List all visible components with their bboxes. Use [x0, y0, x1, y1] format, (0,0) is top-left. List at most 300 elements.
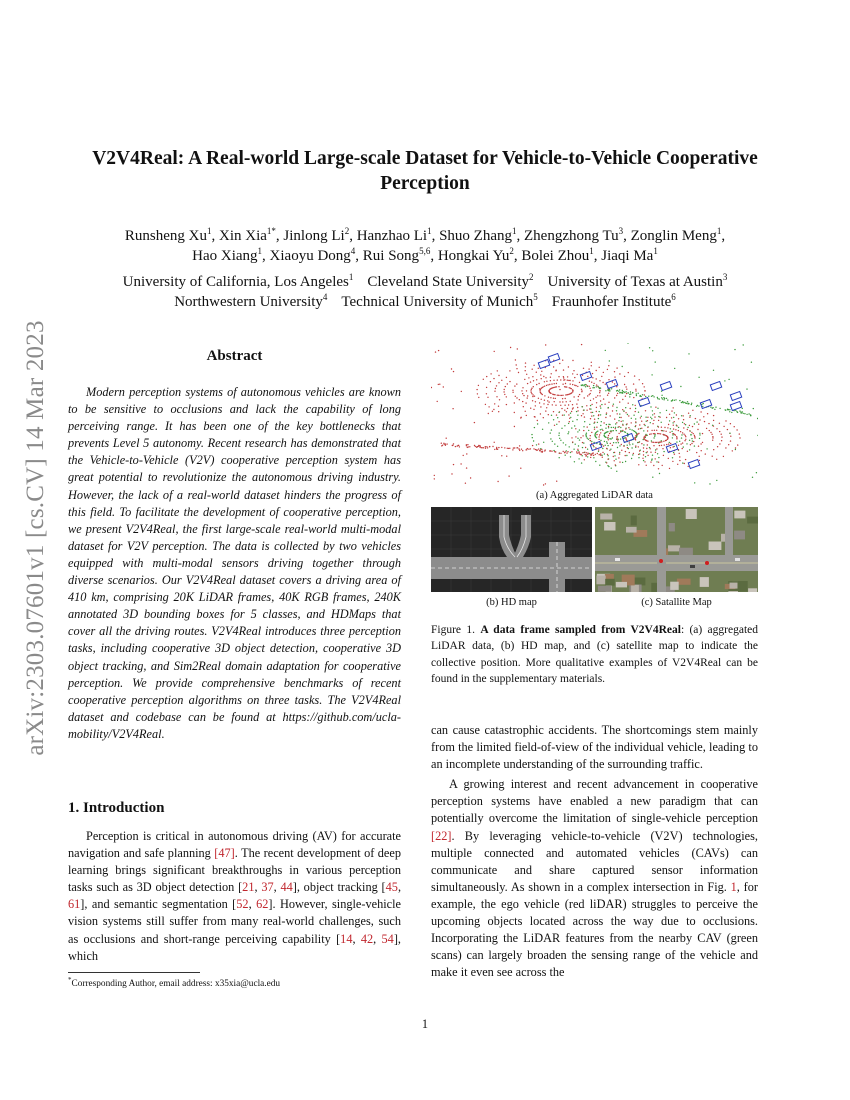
paragraph-text: A growing interest and recent advancement in cooperative perception systems have enabled a new paradigm that can potentially overcome the limitation of single-vehicle perception	[431, 777, 758, 826]
lidar-point	[721, 436, 722, 437]
lidar-point	[719, 408, 720, 409]
lidar-point	[670, 443, 671, 444]
lidar-point	[453, 443, 454, 444]
lidar-point	[600, 407, 601, 408]
lidar-point	[615, 442, 616, 443]
citation-link[interactable]: [47]	[214, 846, 235, 861]
lidar-point	[659, 417, 660, 418]
lidar-point	[689, 449, 690, 450]
lidar-point	[719, 423, 720, 424]
lidar-point	[658, 420, 659, 421]
lidar-point	[507, 383, 508, 384]
lidar-point	[590, 435, 591, 436]
lidar-point	[613, 430, 614, 431]
lidar-point	[588, 368, 589, 369]
lidar-point	[541, 449, 542, 450]
lidar-point	[661, 422, 662, 423]
lidar-point	[533, 440, 534, 441]
lidar-point	[565, 394, 566, 395]
lidar-point	[596, 407, 597, 408]
lidar-point	[533, 365, 534, 366]
title-line-1: V2V4Real: A Real-world Large-scale Dataset for Vehicle-to-Vehicle Cooperative	[92, 148, 758, 169]
lidar-point	[498, 382, 499, 383]
lidar-point	[573, 396, 574, 397]
lidar-point	[577, 438, 578, 439]
lidar-point	[643, 444, 644, 445]
lidar-point	[548, 397, 549, 398]
lidar-point	[671, 431, 672, 432]
lidar-point	[483, 379, 484, 380]
lidar-point	[719, 431, 720, 432]
lidar-point	[553, 411, 554, 412]
lidar-point	[558, 386, 559, 387]
author-name: Bolei Zhou	[521, 248, 590, 264]
lidar-point	[548, 422, 549, 423]
citation-link[interactable]: 1	[730, 879, 737, 894]
lidar-point	[508, 475, 509, 476]
lidar-point	[591, 404, 592, 405]
house-roof	[748, 588, 757, 592]
lidar-point	[621, 450, 622, 451]
lidar-point	[576, 451, 577, 452]
lidar-point	[677, 464, 678, 465]
lidar-point	[679, 441, 680, 442]
lidar-point	[555, 370, 556, 371]
lidar-point	[666, 444, 667, 445]
lidar-point	[593, 383, 594, 384]
lidar-point	[716, 480, 717, 481]
lidar-point	[724, 380, 725, 381]
citation-link[interactable]: 54	[381, 931, 394, 946]
lidar-point	[463, 455, 464, 456]
lidar-point	[612, 445, 613, 446]
lidar-point	[554, 451, 555, 452]
lidar-point	[573, 449, 574, 450]
lidar-point	[674, 412, 675, 413]
lidar-point	[603, 445, 604, 446]
lidar-point	[683, 415, 684, 416]
lidar-point	[522, 401, 523, 402]
lidar-point	[753, 408, 754, 409]
lidar-point	[694, 482, 695, 483]
lidar-point	[544, 395, 545, 396]
lidar-point	[559, 457, 560, 458]
lidar-point	[585, 455, 586, 456]
citation-link[interactable]: 44	[280, 880, 293, 895]
lidar-point	[559, 401, 560, 402]
lidar-point	[598, 451, 599, 452]
lidar-point	[525, 411, 526, 412]
lidar-point	[562, 360, 563, 361]
lidar-point	[468, 446, 469, 447]
lidar-point	[694, 445, 695, 446]
lidar-point	[596, 427, 597, 428]
lidar-point	[699, 433, 700, 434]
lidar-point	[658, 416, 659, 417]
lidar-point	[608, 393, 609, 394]
citation-link[interactable]: 21	[242, 880, 255, 895]
lidar-point	[657, 408, 658, 409]
lidar-point	[583, 430, 584, 431]
lidar-point	[675, 399, 676, 400]
lidar-point	[572, 380, 573, 381]
lidar-point	[567, 433, 568, 434]
lidar-point	[688, 413, 689, 414]
lidar-point	[610, 431, 611, 432]
lidar-point	[569, 380, 570, 381]
lidar-point	[608, 435, 609, 436]
affiliation-name: University of Texas at Austin	[547, 274, 723, 290]
lidar-point	[661, 395, 662, 396]
lidar-point	[657, 397, 658, 398]
lidar-point	[560, 379, 561, 380]
lidar-point	[646, 448, 647, 449]
lidar-point	[641, 428, 642, 429]
lidar-point	[587, 456, 588, 457]
lidar-point	[527, 383, 528, 384]
lidar-point	[703, 416, 704, 417]
lidar-point	[685, 435, 686, 436]
lidar-point	[734, 426, 735, 427]
lidar-point	[582, 413, 583, 414]
author-affil-mark: 1	[427, 226, 432, 236]
citation-link[interactable]: 42	[360, 931, 374, 946]
lidar-point	[559, 363, 560, 364]
lidar-point	[619, 461, 620, 462]
lidar-point	[562, 398, 563, 399]
lidar-point	[699, 438, 700, 439]
lidar-point	[697, 429, 698, 430]
lidar-point	[699, 419, 700, 420]
lidar-point	[668, 424, 669, 425]
lidar-point	[496, 385, 497, 386]
lidar-point	[694, 437, 695, 438]
lidar-point	[643, 447, 644, 448]
house-roof	[747, 517, 758, 524]
lidar-point	[568, 366, 569, 367]
lidar-point	[638, 412, 639, 413]
lidar-point	[607, 437, 608, 438]
lidar-point	[653, 465, 654, 466]
lidar-point	[626, 389, 627, 390]
citation-link[interactable]: 14	[340, 931, 353, 946]
lidar-point	[601, 429, 602, 430]
lidar-point	[750, 415, 751, 416]
lidar-point	[687, 451, 688, 452]
house-roof	[734, 511, 745, 519]
lidar-point	[620, 427, 621, 428]
lidar-point	[558, 435, 559, 436]
lidar-point	[586, 433, 587, 434]
lidar-point	[594, 387, 595, 388]
citation-link[interactable]: 62	[256, 897, 269, 912]
author-list: Runsheng Xu$^1$, Xin Xia$^{1*}$, Jinlong Li$^2$, Hanzhao Li$^1$, Shuo Zhang$^1$, Zhengzhong Tu$^3$, Zonglin Meng$^1$, Hao Xiang$^1$, Xiaoyu Dong$^4$, Rui Song$^{5,6}$, Hongkai Yu$^2$, Bolei Zhou$^1$, Jiaqi Ma$^1$	[124, 226, 726, 264]
lidar-point	[587, 449, 588, 450]
lidar-point	[674, 421, 675, 422]
lidar-figure	[431, 343, 758, 486]
lidar-point	[590, 412, 591, 413]
lidar-point	[590, 405, 591, 406]
lidar-point	[584, 454, 585, 455]
lidar-point	[474, 445, 475, 446]
lidar-point	[531, 389, 532, 390]
lidar-point	[625, 432, 626, 433]
lidar-point	[729, 411, 730, 412]
lidar-point	[662, 465, 663, 466]
lidar-point	[564, 414, 565, 415]
affiliation-name: University of California, Los Angeles	[122, 274, 349, 290]
lidar-point	[609, 450, 610, 451]
figure-caption-bold: A data frame sampled from V2V4Real	[480, 624, 681, 636]
lidar-point	[659, 445, 660, 446]
lidar-point	[611, 388, 612, 389]
lidar-point	[640, 417, 641, 418]
lidar-point	[581, 415, 582, 416]
lidar-point	[604, 441, 605, 442]
lidar-point	[519, 399, 520, 400]
lidar-point	[567, 451, 568, 452]
citation-link[interactable]: [22]	[431, 828, 452, 843]
citation-link[interactable]: 52	[236, 897, 249, 912]
lidar-point	[576, 411, 577, 412]
lidar-point	[592, 373, 593, 374]
affiliation-name: Cleveland State University	[367, 274, 530, 290]
author-affil-mark: 1*	[266, 226, 276, 236]
lidar-point	[552, 394, 553, 395]
lidar-point	[517, 348, 518, 349]
lidar-point	[601, 421, 602, 422]
lidar-point	[585, 447, 586, 448]
lidar-point	[543, 403, 544, 404]
lidar-point	[599, 454, 600, 455]
lidar-point	[586, 405, 587, 406]
house-roof	[700, 577, 709, 587]
lidar-point	[506, 396, 507, 397]
lidar-point	[536, 372, 537, 373]
lidar-point	[666, 398, 667, 399]
lidar-point	[608, 439, 609, 440]
paragraph-text: ,	[254, 880, 262, 895]
lidar-point	[453, 464, 454, 465]
lidar-point	[591, 432, 592, 433]
lidar-point	[539, 388, 540, 389]
lidar-point	[681, 434, 682, 435]
lidar-point	[597, 453, 598, 454]
lidar-point	[575, 385, 576, 386]
lidar-point	[577, 450, 578, 451]
lidar-point	[652, 455, 653, 456]
lidar-point	[672, 434, 673, 435]
lidar-point	[630, 408, 631, 409]
lidar-point	[556, 424, 557, 425]
lidar-point	[467, 444, 468, 445]
lidar-point	[568, 423, 569, 424]
satellite-map-figure	[595, 507, 758, 592]
lidar-point	[728, 379, 729, 380]
lidar-point	[690, 444, 691, 445]
affiliation-list	[60, 272, 790, 312]
lidar-point	[613, 404, 614, 405]
lidar-point	[656, 448, 657, 449]
lidar-point	[551, 429, 552, 430]
lidar-point	[600, 440, 601, 441]
lidar-point	[506, 377, 507, 378]
lidar-point	[579, 394, 580, 395]
lidar-point	[618, 442, 619, 443]
lidar-point	[508, 448, 509, 449]
lidar-point	[685, 424, 686, 425]
lidar-point	[559, 389, 560, 390]
affiliation-mark: 1	[348, 272, 354, 282]
lidar-point	[583, 426, 584, 427]
lidar-point	[702, 433, 703, 434]
lidar-point	[622, 462, 623, 463]
lidar-point	[642, 394, 643, 395]
affiliation-mark: 5	[533, 292, 538, 302]
lidar-point	[653, 445, 654, 446]
figure-caption-text: : (a) aggregated LiDAR data, (b) HD map, and (c) satellite map to indicate the collective position. More qualitative examples of V2V4Real can be found in the supplementary materials.	[431, 624, 758, 686]
lidar-point	[638, 457, 639, 458]
lidar-point	[591, 362, 592, 363]
lidar-point	[635, 447, 636, 448]
lidar-point	[587, 438, 588, 439]
lidar-point	[603, 435, 604, 436]
lidar-point	[654, 436, 655, 437]
subcaption-c: (c) Satallite Map	[641, 597, 712, 608]
lidar-point	[564, 410, 565, 411]
lidar-point	[638, 393, 639, 394]
lidar-point	[550, 397, 551, 398]
paragraph-text: Perception is critical in autonomous driving (AV) for accurate navigation and safe planning	[68, 829, 401, 861]
lidar-point	[663, 441, 664, 442]
lidar-point	[715, 407, 716, 408]
lidar-point	[623, 446, 624, 447]
lidar-point	[593, 398, 594, 399]
lidar-point	[590, 457, 591, 458]
lidar-point	[730, 440, 731, 441]
lidar-point	[539, 450, 540, 451]
lidar-point	[682, 432, 683, 433]
lidar-point	[701, 450, 702, 451]
lidar-point	[665, 431, 666, 432]
affiliation-name: Fraunhofer Institute	[551, 294, 672, 310]
lidar-point	[564, 425, 565, 426]
lidar-point	[466, 467, 467, 468]
lidar-point	[683, 446, 684, 447]
lidar-point	[671, 400, 672, 401]
lidar-point	[493, 378, 494, 379]
arxiv-stamp: arXiv:2303.07601v1 [cs.CV] 14 Mar 2023	[22, 320, 49, 756]
lidar-point	[628, 403, 629, 404]
lidar-point	[694, 436, 695, 437]
author-affil-mark: 1	[257, 246, 263, 256]
lidar-point	[693, 433, 694, 434]
lidar-point	[567, 376, 568, 377]
lidar-point	[644, 461, 645, 462]
lidar-point	[696, 421, 697, 422]
lidar-point	[526, 415, 527, 416]
lidar-point	[619, 445, 620, 446]
lidar-point	[572, 384, 573, 385]
lidar-point	[435, 351, 436, 352]
lidar-point	[703, 403, 704, 404]
lidar-point	[548, 414, 549, 415]
lidar-point	[672, 457, 673, 458]
lidar-point	[631, 447, 632, 448]
lidar-point	[628, 372, 629, 373]
lidar-point	[478, 397, 479, 398]
lidar-point	[614, 418, 615, 419]
lidar-point	[504, 447, 505, 448]
lidar-point	[588, 430, 589, 431]
lidar-point	[631, 418, 632, 419]
lidar-point	[610, 449, 611, 450]
lidar-point	[490, 373, 491, 374]
lidar-point	[620, 417, 621, 418]
lidar-point	[655, 407, 656, 408]
lidar-point	[607, 455, 608, 456]
lidar-point	[652, 414, 653, 415]
lidar-point	[485, 448, 486, 449]
lidar-point	[591, 365, 592, 366]
lidar-point	[662, 398, 663, 399]
lidar-point	[540, 391, 541, 392]
paragraph-text: ,	[273, 880, 281, 895]
lidar-point	[743, 344, 744, 345]
lidar-point	[517, 447, 518, 448]
lidar-point	[721, 434, 722, 435]
lidar-point	[552, 441, 553, 442]
author-affil-mark: 1	[716, 226, 722, 236]
lidar-point	[622, 390, 623, 391]
lidar-point	[501, 455, 502, 456]
lidar-point	[691, 432, 692, 433]
lidar-point	[513, 447, 514, 448]
lidar-point	[620, 431, 621, 432]
citation-link[interactable]: 37	[261, 880, 274, 895]
lidar-point	[460, 463, 461, 464]
lidar-point	[714, 409, 715, 410]
house-roof	[605, 579, 615, 586]
lidar-point	[613, 456, 614, 457]
lidar-point	[751, 362, 752, 363]
lidar-point	[553, 380, 554, 381]
lidar-point	[555, 405, 556, 406]
author-affil-mark: 1	[589, 246, 594, 256]
lidar-point	[594, 429, 595, 430]
lidar-point	[629, 444, 630, 445]
citation-link[interactable]: 45	[385, 880, 398, 895]
lidar-point	[640, 395, 641, 396]
lidar-point	[645, 396, 646, 397]
lidar-point	[446, 443, 447, 444]
lidar-point	[673, 425, 674, 426]
lidar-point	[614, 376, 615, 377]
lidar-point	[653, 396, 654, 397]
lidar-point	[602, 382, 603, 383]
lidar-point	[521, 449, 522, 450]
lidar-point	[652, 395, 653, 396]
citation-link[interactable]: 61	[68, 897, 81, 912]
lidar-point	[605, 428, 606, 429]
lidar-point	[573, 370, 574, 371]
lidar-point	[466, 444, 467, 445]
lidar-point	[698, 424, 699, 425]
affiliation-mark: 2	[529, 272, 534, 282]
lidar-point	[581, 391, 582, 392]
introduction-heading: 1. Introduction	[68, 800, 165, 816]
lidar-point	[672, 422, 673, 423]
